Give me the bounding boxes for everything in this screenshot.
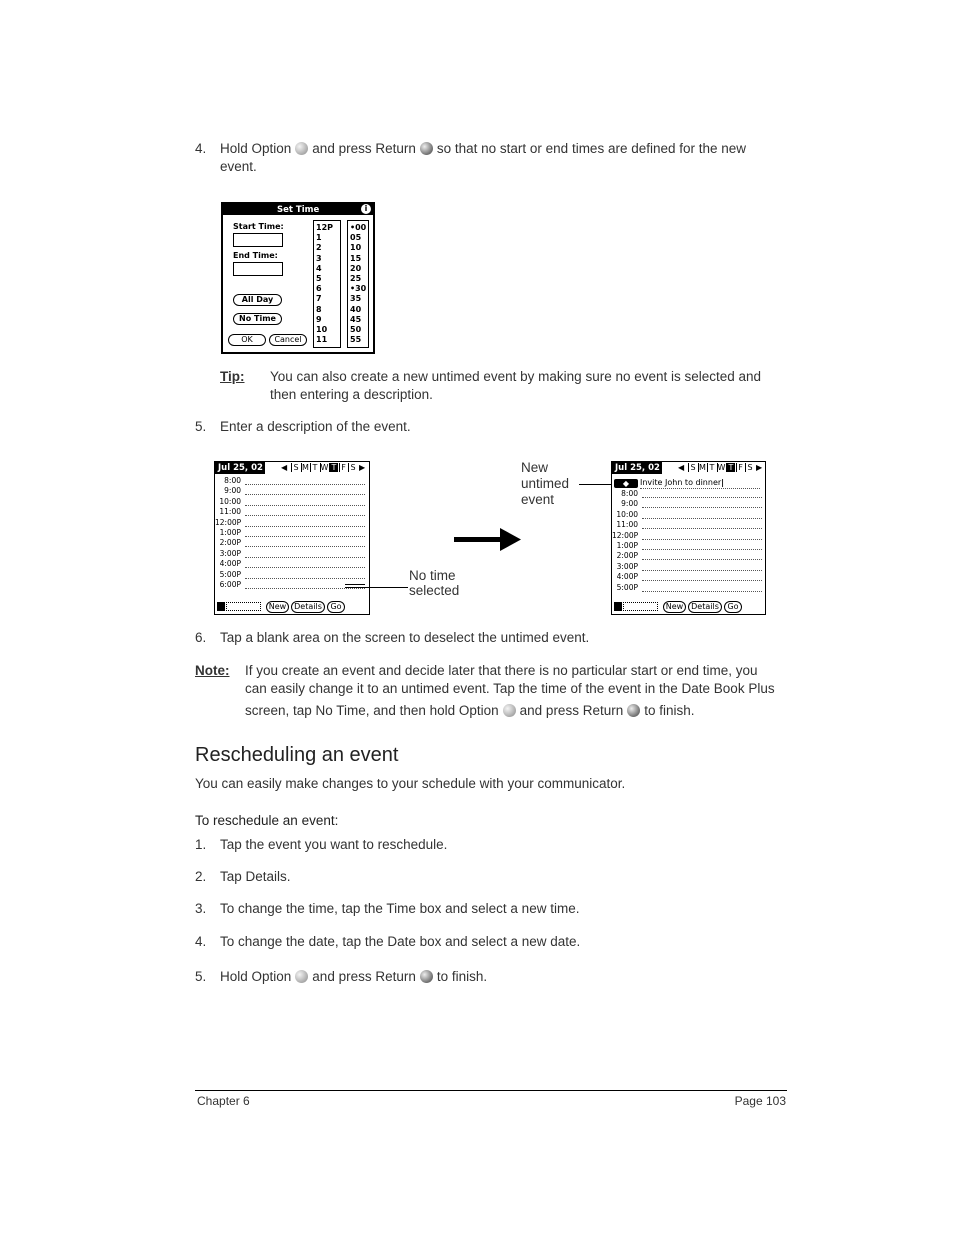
minute-option[interactable]: 40 (350, 304, 362, 314)
all-day-button[interactable]: All Day (233, 294, 282, 306)
no-time-button[interactable]: No Time (233, 313, 282, 325)
section-heading: Rescheduling an event (195, 744, 399, 766)
day-selector[interactable]: M (302, 463, 309, 472)
time-label[interactable]: 1:00P (616, 541, 638, 550)
week-month-view-icons[interactable] (623, 602, 658, 611)
bottom-toolbar (612, 600, 765, 613)
step-text: to finish. (436, 969, 488, 984)
return-key-icon (420, 970, 433, 983)
section-intro: You can easily make changes to your schedule with your communicator. (195, 776, 626, 791)
hour-option[interactable]: 1 (316, 233, 322, 243)
event-slot[interactable] (642, 539, 762, 540)
time-label[interactable]: 10:00 (616, 509, 638, 519)
new-button[interactable]: New (663, 601, 686, 613)
callout-text: untimed (521, 476, 570, 491)
hour-option[interactable]: 10 (316, 325, 328, 334)
note-label: Note: (195, 663, 230, 678)
minute-option[interactable]: •00 (350, 223, 367, 232)
minute-option[interactable]: 15 (350, 253, 362, 263)
right-arrow-icon (454, 527, 524, 553)
set-time-title-bar (223, 204, 373, 215)
callout-text: event (521, 492, 555, 507)
day-selector[interactable]: S (688, 463, 697, 472)
datebook-screen-after (611, 461, 766, 615)
event-slot[interactable] (642, 580, 762, 581)
event-slot[interactable] (642, 497, 762, 498)
footer-page-number: Page 103 (734, 1094, 786, 1108)
step-text: Tap Details. (220, 869, 291, 884)
hour-option[interactable]: 12P (316, 223, 333, 232)
time-label[interactable]: 3:00P (219, 548, 241, 558)
no-time-callout (409, 568, 459, 598)
day-selector[interactable]: T (329, 463, 338, 472)
return-key-icon (627, 704, 640, 717)
day-selector[interactable]: M (699, 463, 706, 472)
event-slot[interactable] (642, 549, 762, 550)
date-label: Jul 25, 02 (218, 463, 263, 473)
day-view-icon[interactable] (217, 602, 225, 611)
day-selector[interactable]: W (717, 463, 726, 472)
time-label[interactable]: 12:00P (215, 517, 242, 527)
minute-option[interactable]: 55 (350, 335, 362, 345)
tip-line: You can also create a new untimed event by making sure no event is selected and (270, 369, 762, 384)
note-line: If you create an event and decide later that there is no particular start or end time, you (245, 663, 758, 678)
step-number: 3. (195, 901, 207, 916)
time-label[interactable]: 12:00P (612, 530, 639, 540)
time-label[interactable]: 5:00P (219, 569, 241, 579)
note-line: screen, tap No Time, and then hold Option (245, 703, 499, 718)
step-text: event. (220, 159, 257, 174)
event-slot[interactable] (642, 528, 762, 529)
step-number: 2. (195, 869, 207, 884)
event-slot[interactable] (245, 588, 365, 589)
callout-text: New (521, 460, 549, 475)
day-selector[interactable]: T (726, 463, 735, 472)
minute-option[interactable]: 10 (350, 243, 362, 253)
time-label[interactable]: 4:00P (219, 559, 241, 569)
return-key-icon (420, 142, 433, 155)
day-selector[interactable]: W (320, 463, 329, 472)
hour-option[interactable]: 5 (316, 274, 322, 283)
hour-option[interactable]: 2 (316, 243, 322, 253)
hour-list[interactable] (313, 220, 341, 348)
day-selector[interactable]: S (348, 463, 357, 472)
event-slot[interactable] (245, 494, 365, 495)
minute-option[interactable]: 45 (350, 314, 362, 324)
step-text: To change the time, tap the Time box and select a new time. (220, 901, 580, 916)
step-text: Hold Option (220, 969, 292, 984)
time-label[interactable]: 6:00P (219, 580, 241, 589)
hour-option[interactable]: 6 (316, 284, 322, 294)
hour-option[interactable]: 9 (316, 314, 322, 324)
day-selector[interactable]: S (745, 463, 754, 472)
new-untimed-callout (521, 460, 569, 508)
step-5-text: Enter a description of the event. (220, 419, 411, 434)
tip-line: then entering a description. (270, 387, 433, 402)
hour-option[interactable]: 7 (316, 294, 322, 304)
minute-option[interactable]: 05 (350, 233, 362, 243)
prev-week-icon[interactable]: ◀ (678, 463, 685, 472)
minute-option[interactable]: 25 (350, 274, 362, 283)
step-text: so that no start or end times are defined for the new (436, 141, 747, 156)
info-icon[interactable]: i (361, 204, 371, 214)
event-slot[interactable] (642, 570, 762, 571)
step-4-text (220, 140, 790, 176)
event-slot[interactable] (245, 578, 365, 579)
bottom-toolbar (215, 600, 369, 613)
event-slot[interactable] (642, 559, 762, 560)
minute-option[interactable]: •30 (350, 284, 367, 294)
step-number: 4. (195, 141, 207, 156)
event-slot[interactable] (642, 507, 762, 508)
event-slot[interactable] (245, 515, 365, 516)
time-label[interactable]: 8:00 (621, 489, 638, 498)
event-slot[interactable] (642, 591, 762, 592)
time-label[interactable]: 8:00 (224, 476, 241, 485)
tip-label: Tip: (220, 369, 245, 384)
note-line: and press Return (519, 703, 624, 718)
prev-week-icon[interactable]: ◀ (281, 463, 288, 472)
step-number: 5. (195, 969, 207, 984)
minute-option[interactable]: 20 (350, 263, 362, 273)
next-week-icon[interactable]: ▶ (756, 463, 763, 472)
details-button[interactable]: Details (688, 601, 722, 613)
note-line: can easily change it to an untimed event. Tap the time of the event in the Date Book Plus (245, 681, 775, 696)
step-number: 4. (195, 934, 207, 949)
date-title (612, 462, 662, 474)
day-selector[interactable]: S (291, 463, 300, 472)
untimed-diamond-icon[interactable]: ◆ (614, 479, 638, 488)
step-6-text: Tap a blank area on the screen to deselect the untimed event. (220, 630, 590, 645)
minute-list[interactable] (347, 220, 369, 348)
hour-option[interactable]: 4 (316, 263, 322, 273)
start-time-field[interactable] (233, 233, 283, 247)
time-label[interactable]: 3:00P (616, 561, 638, 571)
day-selector[interactable]: F (736, 463, 745, 472)
time-label[interactable]: 2:00P (219, 538, 241, 548)
time-label[interactable]: 4:00P (616, 572, 638, 582)
step-5-finish (220, 968, 487, 986)
hour-option[interactable]: 3 (316, 253, 322, 263)
minute-option[interactable]: 35 (350, 294, 362, 304)
new-untimed-callout-line (579, 484, 614, 485)
step-text: Hold Option (220, 141, 292, 156)
procedure-subheading: To reschedule an event: (195, 813, 339, 828)
event-slot[interactable] (642, 518, 762, 519)
set-time-title: Set Time (277, 205, 320, 215)
day-selector[interactable]: F (339, 463, 348, 472)
event-description[interactable]: Invite John to dinner (640, 478, 722, 487)
step-number: 1. (195, 837, 207, 852)
step-number: 6. (195, 630, 207, 645)
datebook-screen-before (214, 461, 370, 615)
date-title (215, 462, 265, 474)
event-slot[interactable] (245, 484, 365, 485)
time-label[interactable]: 9:00 (621, 499, 638, 509)
new-button[interactable]: New (266, 601, 289, 613)
event-slot[interactable] (245, 557, 365, 558)
step-number: 5. (195, 419, 207, 434)
step-text: To change the date, tap the Date box and select a new date. (220, 934, 581, 949)
footer-rule (195, 1090, 787, 1091)
event-slot[interactable] (245, 526, 365, 527)
hour-option[interactable]: 11 (316, 335, 328, 345)
option-key-icon (503, 704, 516, 717)
next-week-icon[interactable]: ▶ (359, 463, 366, 472)
end-time-label: End Time: (233, 251, 278, 260)
day-selector[interactable]: T (310, 463, 319, 472)
go-button[interactable]: Go (327, 601, 345, 613)
date-label: Jul 25, 02 (615, 463, 660, 473)
option-key-icon (295, 970, 308, 983)
event-slot[interactable] (245, 536, 365, 537)
step-text: Tap the event you want to reschedule. (220, 837, 448, 852)
ok-button[interactable]: OK (228, 334, 266, 346)
start-time-label: Start Time: (233, 222, 284, 231)
go-button[interactable]: Go (724, 601, 742, 613)
no-time-callout-line (345, 587, 408, 588)
callout-line (345, 584, 365, 585)
time-label[interactable]: 11:00 (616, 520, 638, 530)
event-slot[interactable] (245, 567, 365, 568)
callout-text: No time (409, 568, 456, 583)
hour-option[interactable]: 8 (316, 304, 322, 314)
time-label[interactable]: 9:00 (224, 486, 241, 496)
time-label[interactable]: 5:00P (616, 582, 638, 592)
cancel-button[interactable]: Cancel (269, 334, 307, 346)
step-text: and press Return (312, 141, 416, 156)
details-button[interactable]: Details (291, 601, 325, 613)
week-month-view-icons[interactable] (226, 602, 261, 611)
untimed-event-row[interactable]: Invite John to dinner| (640, 478, 760, 489)
time-label[interactable]: 1:00P (219, 528, 241, 537)
day-selector[interactable]: T (707, 463, 716, 472)
footer-chapter: Chapter 6 (197, 1094, 250, 1108)
minute-option[interactable]: 50 (350, 325, 362, 334)
step-text: and press Return (312, 969, 416, 984)
time-label[interactable]: 11:00 (219, 507, 241, 517)
day-view-icon[interactable] (614, 602, 622, 611)
time-label[interactable]: 10:00 (219, 496, 241, 506)
end-time-field[interactable] (233, 262, 283, 276)
tip-text (270, 368, 790, 404)
event-slot[interactable] (245, 505, 365, 506)
note-text (245, 662, 790, 720)
set-time-screen (221, 202, 375, 354)
note-line: to finish. (644, 703, 695, 718)
event-slot[interactable] (245, 546, 365, 547)
callout-text: selected (409, 583, 460, 598)
option-key-icon (295, 142, 308, 155)
time-label[interactable]: 2:00P (616, 551, 638, 561)
